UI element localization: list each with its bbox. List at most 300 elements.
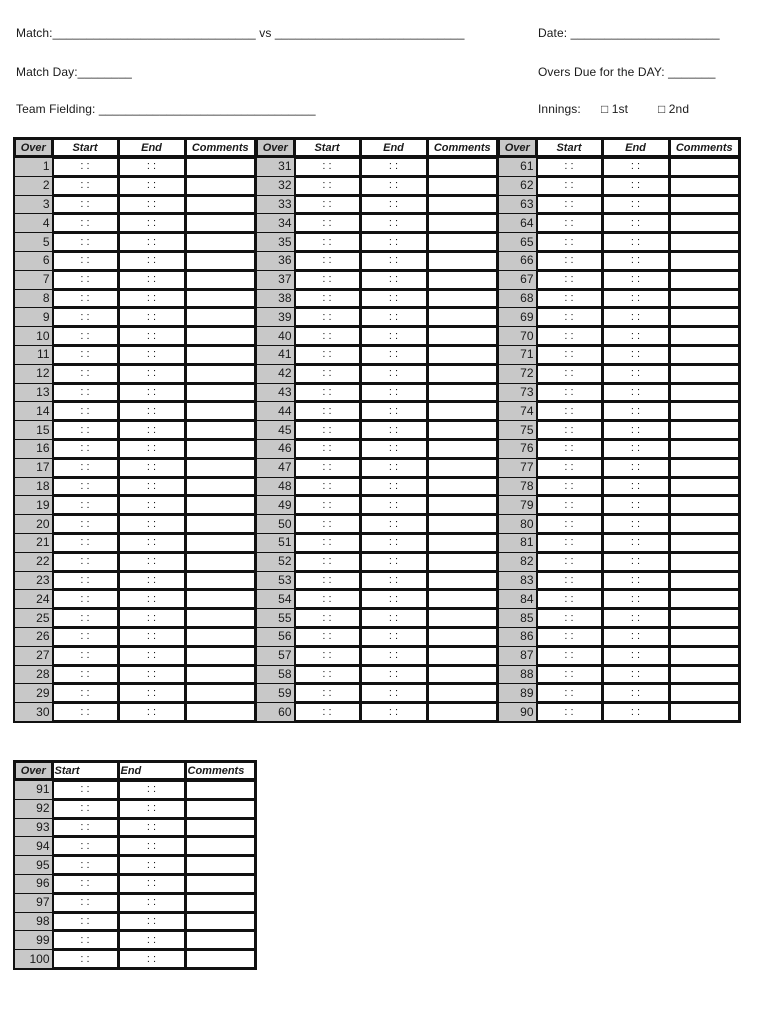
start-time-field[interactable]: : : [536,646,602,665]
innings-1st-checkbox[interactable]: □ 1st [601,102,629,116]
comments-field[interactable] [427,308,498,327]
comments-field[interactable] [669,571,740,590]
comments-field[interactable] [427,327,498,346]
start-time-field[interactable]: : : [294,627,360,646]
start-time-field[interactable]: : : [52,950,118,969]
comments-field[interactable] [427,195,498,214]
comments-field[interactable] [185,703,256,722]
end-time-field[interactable]: : : [118,780,185,799]
end-time-field[interactable]: : : [602,383,669,402]
start-time-field[interactable]: : : [52,214,118,233]
start-time-field[interactable]: : : [52,571,118,590]
start-time-field[interactable]: : : [294,590,360,609]
end-time-field[interactable]: : : [118,176,185,195]
overs-due-field[interactable]: Overs Due for the DAY: _______ [538,65,716,79]
comments-field[interactable] [185,571,256,590]
start-time-field[interactable]: : : [536,233,602,252]
end-time-field[interactable]: : : [602,703,669,722]
comments-field[interactable] [185,477,256,496]
end-time-field[interactable]: : : [118,931,185,950]
comments-field[interactable] [185,627,256,646]
comments-field[interactable] [669,233,740,252]
comments-field[interactable] [185,552,256,571]
end-time-field[interactable]: : : [118,609,185,628]
comments-field[interactable] [185,383,256,402]
end-time-field[interactable]: : : [118,684,185,703]
end-time-field[interactable]: : : [118,646,185,665]
start-time-field[interactable]: : : [536,552,602,571]
end-time-field[interactable]: : : [360,496,427,515]
comments-field[interactable] [427,627,498,646]
end-time-field[interactable]: : : [118,421,185,440]
end-time-field[interactable]: : : [360,289,427,308]
end-time-field[interactable]: : : [118,818,185,837]
end-time-field[interactable]: : : [602,609,669,628]
comments-field[interactable] [669,684,740,703]
end-time-field[interactable]: : : [360,176,427,195]
end-time-field[interactable]: : : [360,233,427,252]
comments-field[interactable] [669,157,740,176]
end-time-field[interactable]: : : [602,157,669,176]
start-time-field[interactable]: : : [536,383,602,402]
comments-field[interactable] [185,780,256,799]
comments-field[interactable] [185,799,256,818]
end-time-field[interactable]: : : [118,214,185,233]
comments-field[interactable] [185,233,256,252]
end-time-field[interactable]: : : [602,552,669,571]
comments-field[interactable] [427,665,498,684]
start-time-field[interactable]: : : [294,345,360,364]
end-time-field[interactable]: : : [360,665,427,684]
end-time-field[interactable]: : : [360,327,427,346]
start-time-field[interactable]: : : [294,552,360,571]
comments-field[interactable] [427,646,498,665]
end-time-field[interactable]: : : [602,270,669,289]
end-time-field[interactable]: : : [602,515,669,534]
end-time-field[interactable]: : : [360,195,427,214]
start-time-field[interactable]: : : [294,533,360,552]
comments-field[interactable] [185,609,256,628]
start-time-field[interactable]: : : [294,364,360,383]
end-time-field[interactable]: : : [360,477,427,496]
end-time-field[interactable]: : : [118,157,185,176]
start-time-field[interactable]: : : [294,270,360,289]
end-time-field[interactable]: : : [602,327,669,346]
end-time-field[interactable]: : : [118,665,185,684]
comments-field[interactable] [669,590,740,609]
start-time-field[interactable]: : : [294,421,360,440]
comments-field[interactable] [185,837,256,856]
start-time-field[interactable]: : : [536,345,602,364]
comments-field[interactable] [185,402,256,421]
start-time-field[interactable]: : : [294,327,360,346]
comments-field[interactable] [427,383,498,402]
end-time-field[interactable]: : : [118,289,185,308]
comments-field[interactable] [427,439,498,458]
start-time-field[interactable]: : : [52,893,118,912]
comments-field[interactable] [185,496,256,515]
comments-field[interactable] [427,214,498,233]
start-time-field[interactable]: : : [536,402,602,421]
start-time-field[interactable]: : : [294,665,360,684]
end-time-field[interactable]: : : [602,684,669,703]
start-time-field[interactable]: : : [536,496,602,515]
end-time-field[interactable]: : : [360,402,427,421]
start-time-field[interactable]: : : [294,684,360,703]
start-time-field[interactable]: : : [294,214,360,233]
start-time-field[interactable]: : : [294,195,360,214]
end-time-field[interactable]: : : [360,609,427,628]
comments-field[interactable] [185,251,256,270]
comments-field[interactable] [185,308,256,327]
start-time-field[interactable]: : : [294,439,360,458]
end-time-field[interactable]: : : [118,251,185,270]
start-time-field[interactable]: : : [536,533,602,552]
start-time-field[interactable]: : : [52,609,118,628]
start-time-field[interactable]: : : [536,289,602,308]
comments-field[interactable] [185,327,256,346]
end-time-field[interactable]: : : [602,590,669,609]
start-time-field[interactable]: : : [294,515,360,534]
start-time-field[interactable]: : : [536,439,602,458]
start-time-field[interactable]: : : [536,327,602,346]
end-time-field[interactable]: : : [360,251,427,270]
comments-field[interactable] [669,251,740,270]
team-fielding-field[interactable]: Team Fielding: ________________________________ [16,102,316,116]
start-time-field[interactable]: : : [52,646,118,665]
start-time-field[interactable]: : : [52,912,118,931]
start-time-field[interactable]: : : [294,308,360,327]
comments-field[interactable] [427,364,498,383]
start-time-field[interactable]: : : [52,874,118,893]
comments-field[interactable] [185,950,256,969]
comments-field[interactable] [669,270,740,289]
end-time-field[interactable]: : : [118,533,185,552]
end-time-field[interactable]: : : [118,893,185,912]
start-time-field[interactable]: : : [52,364,118,383]
end-time-field[interactable]: : : [602,533,669,552]
end-time-field[interactable]: : : [118,327,185,346]
start-time-field[interactable]: : : [536,665,602,684]
end-time-field[interactable]: : : [118,233,185,252]
comments-field[interactable] [427,609,498,628]
end-time-field[interactable]: : : [360,533,427,552]
end-time-field[interactable]: : : [118,364,185,383]
comments-field[interactable] [427,157,498,176]
start-time-field[interactable]: : : [52,308,118,327]
comments-field[interactable] [185,157,256,176]
end-time-field[interactable]: : : [602,477,669,496]
comments-field[interactable] [427,590,498,609]
end-time-field[interactable]: : : [602,496,669,515]
end-time-field[interactable]: : : [602,665,669,684]
start-time-field[interactable]: : : [294,157,360,176]
comments-field[interactable] [185,515,256,534]
end-time-field[interactable]: : : [360,364,427,383]
start-time-field[interactable]: : : [536,515,602,534]
comments-field[interactable] [669,364,740,383]
comments-field[interactable] [669,477,740,496]
start-time-field[interactable]: : : [294,571,360,590]
start-time-field[interactable]: : : [52,818,118,837]
start-time-field[interactable]: : : [52,856,118,875]
end-time-field[interactable]: : : [602,289,669,308]
start-time-field[interactable]: : : [536,176,602,195]
comments-field[interactable] [185,646,256,665]
start-time-field[interactable]: : : [52,289,118,308]
comments-field[interactable] [669,627,740,646]
comments-field[interactable] [185,421,256,440]
comments-field[interactable] [427,176,498,195]
comments-field[interactable] [427,251,498,270]
start-time-field[interactable]: : : [52,799,118,818]
comments-field[interactable] [669,552,740,571]
end-time-field[interactable]: : : [118,515,185,534]
comments-field[interactable] [185,931,256,950]
start-time-field[interactable]: : : [52,477,118,496]
comments-field[interactable] [427,496,498,515]
comments-field[interactable] [427,703,498,722]
start-time-field[interactable]: : : [536,477,602,496]
start-time-field[interactable]: : : [536,590,602,609]
end-time-field[interactable]: : : [360,571,427,590]
comments-field[interactable] [185,874,256,893]
comments-field[interactable] [427,571,498,590]
comments-field[interactable] [185,818,256,837]
start-time-field[interactable]: : : [294,402,360,421]
start-time-field[interactable]: : : [52,157,118,176]
start-time-field[interactable]: : : [294,233,360,252]
start-time-field[interactable]: : : [294,496,360,515]
comments-field[interactable] [427,515,498,534]
end-time-field[interactable]: : : [360,157,427,176]
end-time-field[interactable]: : : [118,590,185,609]
start-time-field[interactable]: : : [536,270,602,289]
end-time-field[interactable]: : : [360,646,427,665]
end-time-field[interactable]: : : [118,856,185,875]
end-time-field[interactable]: : : [118,552,185,571]
start-time-field[interactable]: : : [536,251,602,270]
start-time-field[interactable]: : : [52,251,118,270]
end-time-field[interactable]: : : [118,950,185,969]
start-time-field[interactable]: : : [52,233,118,252]
comments-field[interactable] [427,402,498,421]
comments-field[interactable] [185,590,256,609]
comments-field[interactable] [669,195,740,214]
end-time-field[interactable]: : : [602,458,669,477]
innings-2nd-checkbox[interactable]: □ 2nd [658,102,690,116]
comments-field[interactable] [669,533,740,552]
end-time-field[interactable]: : : [118,496,185,515]
comments-field[interactable] [185,533,256,552]
comments-field[interactable] [185,665,256,684]
end-time-field[interactable]: : : [360,214,427,233]
end-time-field[interactable]: : : [118,703,185,722]
start-time-field[interactable]: : : [294,176,360,195]
end-time-field[interactable]: : : [360,345,427,364]
comments-field[interactable] [669,439,740,458]
end-time-field[interactable]: : : [602,571,669,590]
end-time-field[interactable]: : : [360,458,427,477]
comments-field[interactable] [669,176,740,195]
start-time-field[interactable]: : : [52,703,118,722]
start-time-field[interactable]: : : [294,646,360,665]
start-time-field[interactable]: : : [52,515,118,534]
end-time-field[interactable]: : : [360,590,427,609]
start-time-field[interactable]: : : [52,684,118,703]
comments-field[interactable] [669,345,740,364]
comments-field[interactable] [185,912,256,931]
end-time-field[interactable]: : : [118,383,185,402]
end-time-field[interactable]: : : [360,270,427,289]
comments-field[interactable] [669,665,740,684]
comments-field[interactable] [185,439,256,458]
end-time-field[interactable]: : : [360,439,427,458]
comments-field[interactable] [427,552,498,571]
end-time-field[interactable]: : : [118,837,185,856]
comments-field[interactable] [185,364,256,383]
end-time-field[interactable]: : : [118,627,185,646]
comments-field[interactable] [669,421,740,440]
comments-field[interactable] [185,289,256,308]
end-time-field[interactable]: : : [118,912,185,931]
comments-field[interactable] [669,515,740,534]
end-time-field[interactable]: : : [360,421,427,440]
start-time-field[interactable]: : : [52,780,118,799]
start-time-field[interactable]: : : [294,458,360,477]
end-time-field[interactable]: : : [360,627,427,646]
comments-field[interactable] [185,893,256,912]
comments-field[interactable] [185,195,256,214]
end-time-field[interactable]: : : [602,251,669,270]
start-time-field[interactable]: : : [536,627,602,646]
match-field[interactable]: Match:______________________________ vs ____________________________ [16,26,465,40]
start-time-field[interactable]: : : [52,837,118,856]
end-time-field[interactable]: : : [118,874,185,893]
end-time-field[interactable]: : : [118,270,185,289]
comments-field[interactable] [185,176,256,195]
end-time-field[interactable]: : : [602,214,669,233]
end-time-field[interactable]: : : [602,345,669,364]
end-time-field[interactable]: : : [602,439,669,458]
start-time-field[interactable]: : : [52,421,118,440]
start-time-field[interactable]: : : [536,421,602,440]
end-time-field[interactable]: : : [118,345,185,364]
start-time-field[interactable]: : : [536,195,602,214]
comments-field[interactable] [427,233,498,252]
end-time-field[interactable]: : : [360,703,427,722]
end-time-field[interactable]: : : [602,402,669,421]
end-time-field[interactable]: : : [602,308,669,327]
comments-field[interactable] [427,421,498,440]
end-time-field[interactable]: : : [602,627,669,646]
comments-field[interactable] [669,383,740,402]
start-time-field[interactable]: : : [52,176,118,195]
start-time-field[interactable]: : : [52,402,118,421]
comments-field[interactable] [185,684,256,703]
start-time-field[interactable]: : : [536,571,602,590]
start-time-field[interactable]: : : [52,552,118,571]
comments-field[interactable] [669,214,740,233]
start-time-field[interactable]: : : [52,590,118,609]
comments-field[interactable] [427,345,498,364]
comments-field[interactable] [669,496,740,515]
end-time-field[interactable]: : : [118,195,185,214]
start-time-field[interactable]: : : [294,703,360,722]
comments-field[interactable] [427,458,498,477]
start-time-field[interactable]: : : [536,157,602,176]
start-time-field[interactable]: : : [294,477,360,496]
end-time-field[interactable]: : : [602,233,669,252]
comments-field[interactable] [185,214,256,233]
start-time-field[interactable]: : : [52,439,118,458]
start-time-field[interactable]: : : [536,214,602,233]
start-time-field[interactable]: : : [52,195,118,214]
comments-field[interactable] [669,458,740,477]
start-time-field[interactable]: : : [294,609,360,628]
end-time-field[interactable]: : : [118,402,185,421]
comments-field[interactable] [185,458,256,477]
comments-field[interactable] [669,289,740,308]
start-time-field[interactable]: : : [536,308,602,327]
end-time-field[interactable]: : : [602,364,669,383]
start-time-field[interactable]: : : [52,496,118,515]
start-time-field[interactable]: : : [294,251,360,270]
comments-field[interactable] [669,308,740,327]
start-time-field[interactable]: : : [52,931,118,950]
comments-field[interactable] [669,609,740,628]
comments-field[interactable] [427,289,498,308]
start-time-field[interactable]: : : [52,383,118,402]
end-time-field[interactable]: : : [602,646,669,665]
comments-field[interactable] [185,856,256,875]
date-field[interactable]: Date: ______________________ [538,26,720,40]
start-time-field[interactable]: : : [52,345,118,364]
start-time-field[interactable]: : : [52,327,118,346]
comments-field[interactable] [669,327,740,346]
start-time-field[interactable]: : : [536,364,602,383]
start-time-field[interactable]: : : [294,289,360,308]
start-time-field[interactable]: : : [52,533,118,552]
start-time-field[interactable]: : : [294,383,360,402]
comments-field[interactable] [669,646,740,665]
end-time-field[interactable]: : : [118,477,185,496]
end-time-field[interactable]: : : [118,439,185,458]
start-time-field[interactable]: : : [52,270,118,289]
comments-field[interactable] [185,270,256,289]
start-time-field[interactable]: : : [536,684,602,703]
end-time-field[interactable]: : : [602,421,669,440]
comments-field[interactable] [669,703,740,722]
end-time-field[interactable]: : : [602,176,669,195]
comments-field[interactable] [427,270,498,289]
comments-field[interactable] [669,402,740,421]
end-time-field[interactable]: : : [118,799,185,818]
end-time-field[interactable]: : : [360,383,427,402]
start-time-field[interactable]: : : [52,627,118,646]
end-time-field[interactable]: : : [360,308,427,327]
end-time-field[interactable]: : : [360,684,427,703]
comments-field[interactable] [185,345,256,364]
start-time-field[interactable]: : : [536,703,602,722]
end-time-field[interactable]: : : [118,308,185,327]
end-time-field[interactable]: : : [602,195,669,214]
comments-field[interactable] [427,684,498,703]
end-time-field[interactable]: : : [118,571,185,590]
end-time-field[interactable]: : : [118,458,185,477]
end-time-field[interactable]: : : [360,552,427,571]
comments-field[interactable] [427,477,498,496]
